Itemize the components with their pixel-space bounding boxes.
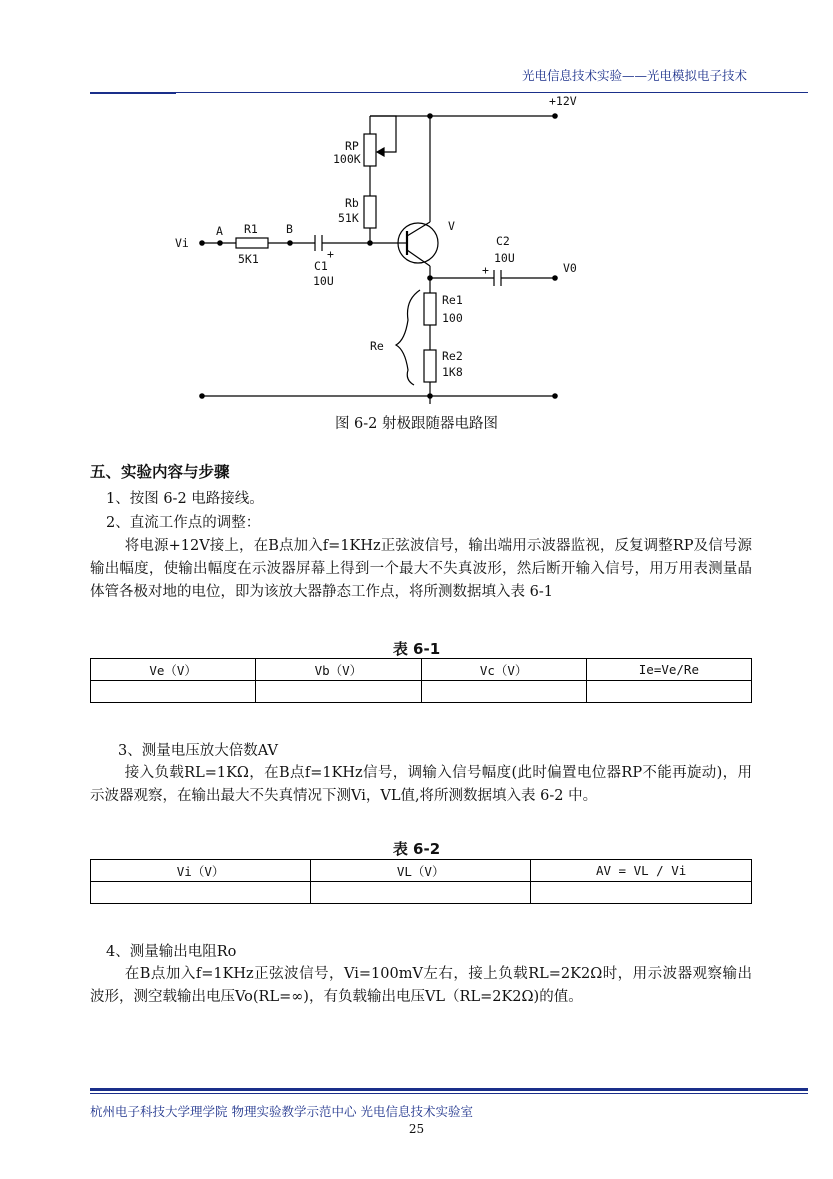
footer-rule-thick — [90, 1088, 808, 1091]
label-vo: V0 — [563, 261, 577, 275]
table-cell — [311, 882, 531, 904]
table-row — [91, 681, 752, 703]
label-c2-value: 10U — [494, 251, 515, 265]
table-header-cell: VL（V） — [311, 860, 531, 882]
label-vcc: +12V — [549, 94, 577, 108]
table-cell — [531, 882, 752, 904]
table-cell — [586, 681, 751, 703]
label-re: Re — [370, 339, 384, 353]
table-header-cell: Vc（V） — [421, 659, 586, 681]
label-a: A — [216, 224, 223, 238]
step-3: 3、测量电压放大倍数AV — [118, 743, 278, 759]
label-rb: Rb — [345, 196, 359, 210]
footer-rule-thin — [90, 1093, 808, 1094]
table-header-cell: AV = VL / Vi — [531, 860, 752, 882]
label-r1-value: 5K1 — [238, 252, 259, 266]
table-header-cell: Vb（V） — [256, 659, 421, 681]
label-r1: R1 — [244, 222, 258, 236]
figure-caption: 图 6-2 射极跟随器电路图 — [334, 416, 499, 432]
label-re1-value: 100 — [442, 311, 463, 325]
label-v: V — [448, 219, 455, 233]
label-c2: C2 — [496, 234, 510, 248]
table-row — [91, 882, 752, 904]
label-c1: C1 — [314, 259, 328, 273]
step-2: 2、直流工作点的调整： — [106, 515, 261, 531]
label-c1-plus: + — [327, 247, 334, 261]
label-b: B — [286, 222, 293, 236]
table-6-2-caption: 表 6-2 — [392, 840, 441, 858]
table-cell — [421, 681, 586, 703]
emitter-follower-circuit-diagram — [160, 90, 580, 410]
table-header-cell: Vi（V） — [91, 860, 311, 882]
table-6-1-caption: 表 6-1 — [392, 640, 441, 658]
table-header-row — [91, 860, 752, 882]
label-re1: Re1 — [442, 293, 463, 307]
table-header-cell: Ve（V） — [91, 659, 256, 681]
running-header: 光电信息技术实验——光电模拟电子技术 — [521, 68, 747, 83]
table-header-row — [91, 659, 752, 681]
paragraph-output-resistance: 在B点加入f=1KHz正弦波信号，Vi=100mV左右，接上负载RL=2K2Ω时，用示波器观察输出波形，测空载输出电压Vo(RL=∞)，有负载输出电压VL（RL=2K2Ω)的值。 — [90, 966, 752, 1005]
table-cell — [91, 882, 311, 904]
page-number: 25 — [408, 1122, 425, 1136]
label-rb-value: 51K — [338, 211, 359, 225]
table-6-1 — [90, 658, 752, 703]
paragraph-voltage-gain: 接入负载RL=1KΩ，在B点f=1KHz信号，调输入信号幅度(此时偏置电位器RP不能再旋动)，用示波器观察，在输出最大不失真情况下测Vi，VL值,将所测数据填入表 6-2 中。 — [90, 765, 752, 804]
label-re2: Re2 — [442, 349, 463, 363]
step-4: 4、测量输出电阻Ro — [106, 944, 237, 960]
table-cell — [256, 681, 421, 703]
table-6-2 — [90, 859, 752, 904]
label-c2-plus: + — [482, 263, 489, 277]
label-rp-value: 100K — [333, 152, 361, 166]
section-title: 五、实验内容与步骤 — [90, 462, 230, 481]
label-c1-value: 10U — [313, 274, 334, 288]
label-vi: Vi — [175, 236, 189, 250]
table-header-cell: Ie=Ve/Re — [586, 659, 751, 681]
label-rp: RP — [345, 139, 359, 153]
footer-institution: 杭州电子科技大学理学院 物理实验教学示范中心 光电信息技术实验室 — [90, 1104, 473, 1119]
table-cell — [91, 681, 256, 703]
paragraph-dc-operating-point: 将电源+12V接上，在B点加入f=1KHz正弦波信号，输出端用示波器监视，反复调整RP及信号源输出幅度，使输出幅度在示波器屏幕上得到一个最大不失真波形，然后断开输入信号，用万用表测量晶体管各极对地的电位，即为该放大器静态工作点，将所测数据填入表 6-1 — [90, 538, 752, 600]
label-re2-value: 1K8 — [442, 365, 463, 379]
step-1: 1、按图 6-2 电路接线。 — [106, 491, 264, 507]
